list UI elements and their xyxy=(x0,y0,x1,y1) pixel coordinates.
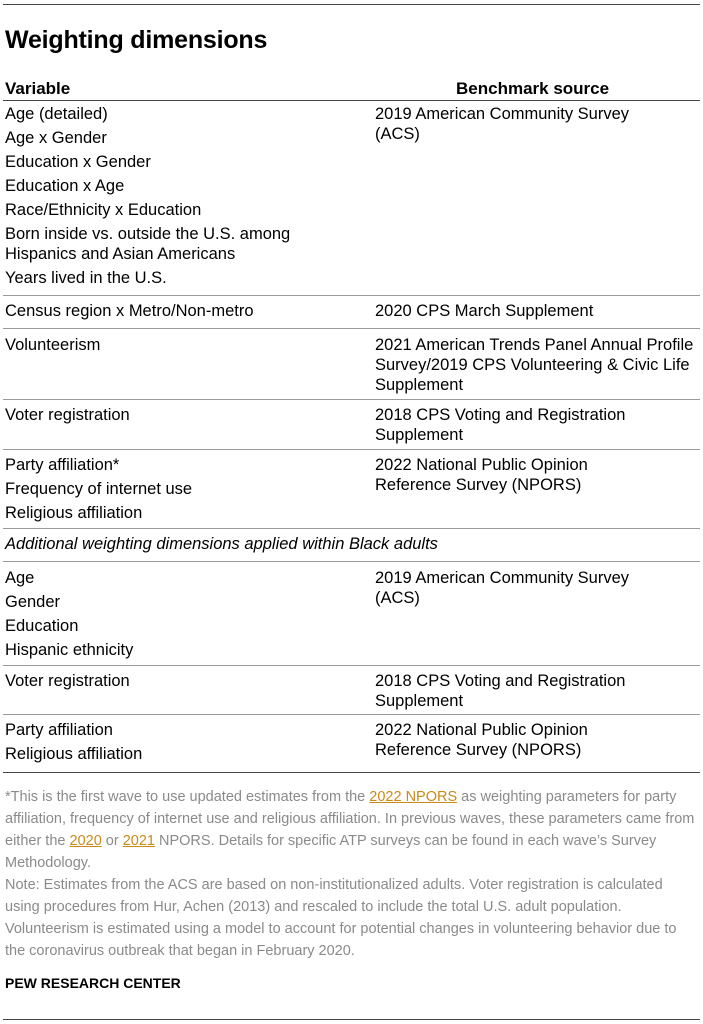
row-2-source: 2020 CPS March Supplement xyxy=(375,302,594,320)
link-2022-npors[interactable]: 2022 NPORS xyxy=(369,789,458,805)
black-row-3-variables xyxy=(5,720,365,764)
black-row-1-var-3: Education xyxy=(5,617,79,635)
row-1-var-5: Race/Ethnicity x Education xyxy=(5,201,202,219)
black-row-1-var-4: Hispanic ethnicity xyxy=(5,641,134,659)
row-divider xyxy=(3,449,700,450)
row-5-source: 2022 National Public Opinion Reference Survey (NPORS) xyxy=(375,456,588,494)
row-3-variables xyxy=(5,335,365,355)
black-row-3-source: 2022 National Public Opinion Reference Survey (NPORS) xyxy=(375,721,588,759)
black-row-2-variables xyxy=(5,671,365,691)
row-2-var-1: Census region x Metro/Non-metro xyxy=(5,302,254,320)
row-divider xyxy=(3,561,700,562)
row-4-source: 2018 CPS Voting and Registration Supplement xyxy=(375,406,626,444)
footnote xyxy=(5,786,700,874)
top-border xyxy=(3,4,700,5)
black-row-3-var-1: Party affiliation xyxy=(5,721,113,739)
row-2-variables xyxy=(5,301,365,321)
row-divider xyxy=(3,714,700,715)
row-1-var-4: Education x Age xyxy=(5,177,125,195)
row-1-var-6: Born inside vs. outside the U.S. among Hispanics and Asian Americans xyxy=(5,225,291,263)
black-row-1-variables xyxy=(5,568,365,660)
footnote-text-4: NPORS. Details for specific ATP surveys can be found in each wave’s Survey Methodology. xyxy=(5,833,657,871)
black-row-3-var-2: Religious affiliation xyxy=(5,745,143,763)
row-5-var-2: Frequency of internet use xyxy=(5,480,193,498)
black-row-2-source: 2018 CPS Voting and Registration Supplement xyxy=(375,672,626,710)
black-row-1-var-1: Age xyxy=(5,569,35,587)
row-divider xyxy=(3,528,700,529)
row-5-var-3: Religious affiliation xyxy=(5,504,143,522)
footnote-text-2: as weighting parameters for party affiliation, frequency of internet use and religious affiliation. In previous waves, these parameters came from either the xyxy=(5,789,695,849)
row-divider xyxy=(3,328,700,329)
row-4-variables xyxy=(5,405,365,425)
row-divider xyxy=(3,295,700,296)
black-row-1-source: 2019 American Community Survey (ACS) xyxy=(375,569,630,607)
footnote-text-3: or xyxy=(101,833,123,849)
note: Note: Estimates from the ACS are based on non-institutionalized adults. Voter registration is calculated using procedures from Hur, Achen (2013) and rescaled to include the total U.S. adult population. Volunteerism is estimated using a model to account for potential changes in volunteering behavior due to the coronavirus outbreak that began in February 2020. xyxy=(5,877,677,959)
row-1-source: 2019 American Community Survey (ACS) xyxy=(375,105,630,143)
row-1-var-2: Age x Gender xyxy=(5,129,107,147)
source-credit: PEW RESEARCH CENTER xyxy=(5,975,181,991)
row-1-var-3: Education x Gender xyxy=(5,153,151,171)
footnote-text-1: *This is the first wave to use updated estimates from the xyxy=(5,789,370,805)
link-2021-npors[interactable]: 2021 xyxy=(122,833,155,849)
row-5-variables xyxy=(5,455,365,523)
header-divider xyxy=(3,100,700,101)
link-2020-npors[interactable]: 2020 xyxy=(69,833,102,849)
black-row-1-var-2: Gender xyxy=(5,593,61,611)
row-divider xyxy=(3,399,700,400)
subheading-black-adults: Additional weighting dimensions applied within Black adults xyxy=(5,535,438,553)
row-1-var-7: Years lived in the U.S. xyxy=(5,269,167,287)
row-3-source: 2021 American Trends Panel Annual Profile Survey/2019 CPS Volunteering & Civic Life Supplement xyxy=(375,336,694,394)
row-divider xyxy=(3,665,700,666)
row-3-var-1: Volunteerism xyxy=(5,336,101,354)
bottom-border xyxy=(3,1019,700,1020)
column-header-source: Benchmark source xyxy=(456,79,610,98)
page-title: Weighting dimensions xyxy=(5,26,268,54)
row-1-variables xyxy=(5,104,365,288)
black-row-2-var-1: Voter registration xyxy=(5,672,130,690)
table-bottom-border xyxy=(3,772,700,773)
column-header-variable: Variable xyxy=(5,79,71,98)
row-4-var-1: Voter registration xyxy=(5,406,130,424)
row-5-var-1: Party affiliation* xyxy=(5,456,120,474)
row-1-var-1: Age (detailed) xyxy=(5,105,108,123)
